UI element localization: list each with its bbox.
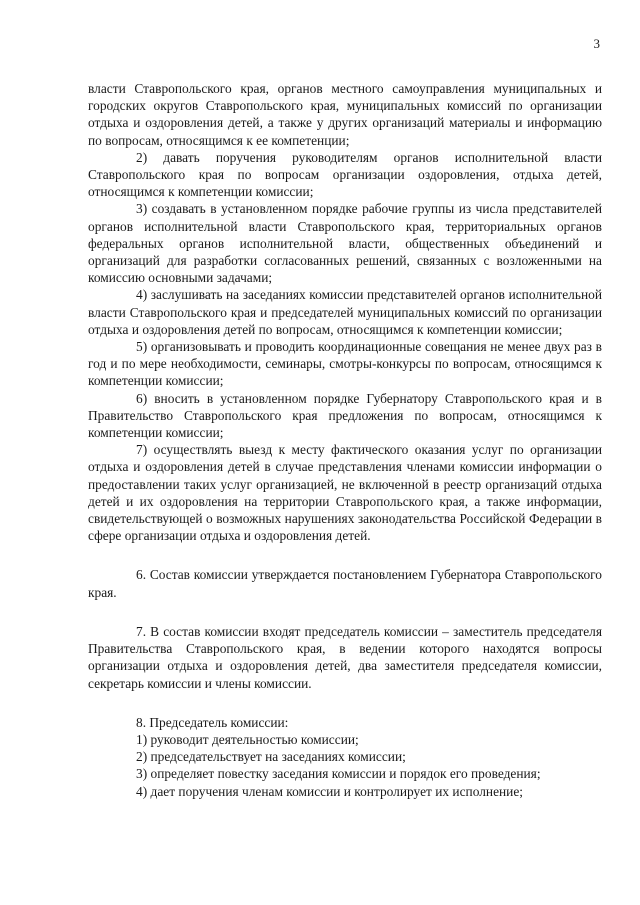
paragraph-item-4: 4) заслушивать на заседаниях комиссии представителей органов исполнительной власти Ставропольского края и председателей муниципальных комиссий по организации отдыха и оздоровления детей по вопросам, относящимся к компетенции комиссии;	[88, 287, 602, 337]
section-6-composition: 6. Состав комиссии утверждается постановлением Губернатора Ставропольского края.	[88, 567, 602, 600]
paragraph-item-5: 5) организовывать и проводить координационные совещания не менее двух раз в год и по мере необходимости, семинары, смотры-конкурсы по вопросам, относящимся к компетенции комиссии;	[88, 339, 602, 389]
paragraph-item-3: 3) создавать в установленном порядке рабочие группы из числа представителей органов исполнительной власти Ставропольского края, территориальных органов федеральных органов исполнительной власти, общественных объединений и организаций для разработки согласованных решений, связанных с возложенными на комиссию основными задачами;	[88, 201, 602, 286]
list-item: 3) определяет повестку заседания комиссии и порядок его проведения;	[136, 766, 541, 782]
paragraph-item-2: 2) давать поручения руководителям органов исполнительной власти Ставропольского края по вопросам организации оздоровления, отдыха детей, относящимся к компетенции комиссии;	[88, 149, 602, 200]
document-body	[88, 80, 602, 800]
paragraph-item-6: 6) вносить в установленном порядке Губернатору Ставропольского края и в Правительство Ставропольского края предложения по вопросам, относящимся к компетенции комиссии;	[88, 390, 602, 441]
section-7-members: 7. В состав комиссии входят председатель комиссии – заместитель председателя Правительства Ставропольского края, в ведении которого находятся вопросы организации отдыха и оздоровления детей, два заместителя председателя комиссии, секретарь комиссии и члены комиссии.	[88, 623, 602, 691]
paragraph-item-7: 7) осуществлять выезд к месту фактического оказания услуг по организации отдыха и оздоровления детей в случае представления членами комиссии информации о предоставлении таких услуг организацией, не включенной в реестр организаций отдыха детей и их оздоровления на территории Ставропольского края, а также информации, свидетельствующей о возможных нарушениях законодательства Российской Федерации в сфере организации отдыха и оздоровления детей.	[88, 442, 602, 544]
list-item: 1) руководит деятельностью комиссии;	[136, 731, 359, 747]
page-number: 3	[593, 36, 600, 51]
list-item: 4) дает поручения членам комиссии и контролирует их исполнение;	[136, 783, 524, 799]
paragraph-continuation: власти Ставропольского края, органов местного самоуправления муниципальных и городских округов Ставропольского края, муниципальных комиссий по организации отдыха и оздоровления детей, а также у других организаций материалы и информацию по вопросам, относящимся к ее компетенции;	[88, 81, 602, 148]
chair-duties-list	[88, 731, 602, 800]
list-item: 2) председательствует на заседаниях комиссии;	[136, 749, 406, 765]
section-8-heading: 8. Председатель комиссии:	[136, 714, 289, 730]
